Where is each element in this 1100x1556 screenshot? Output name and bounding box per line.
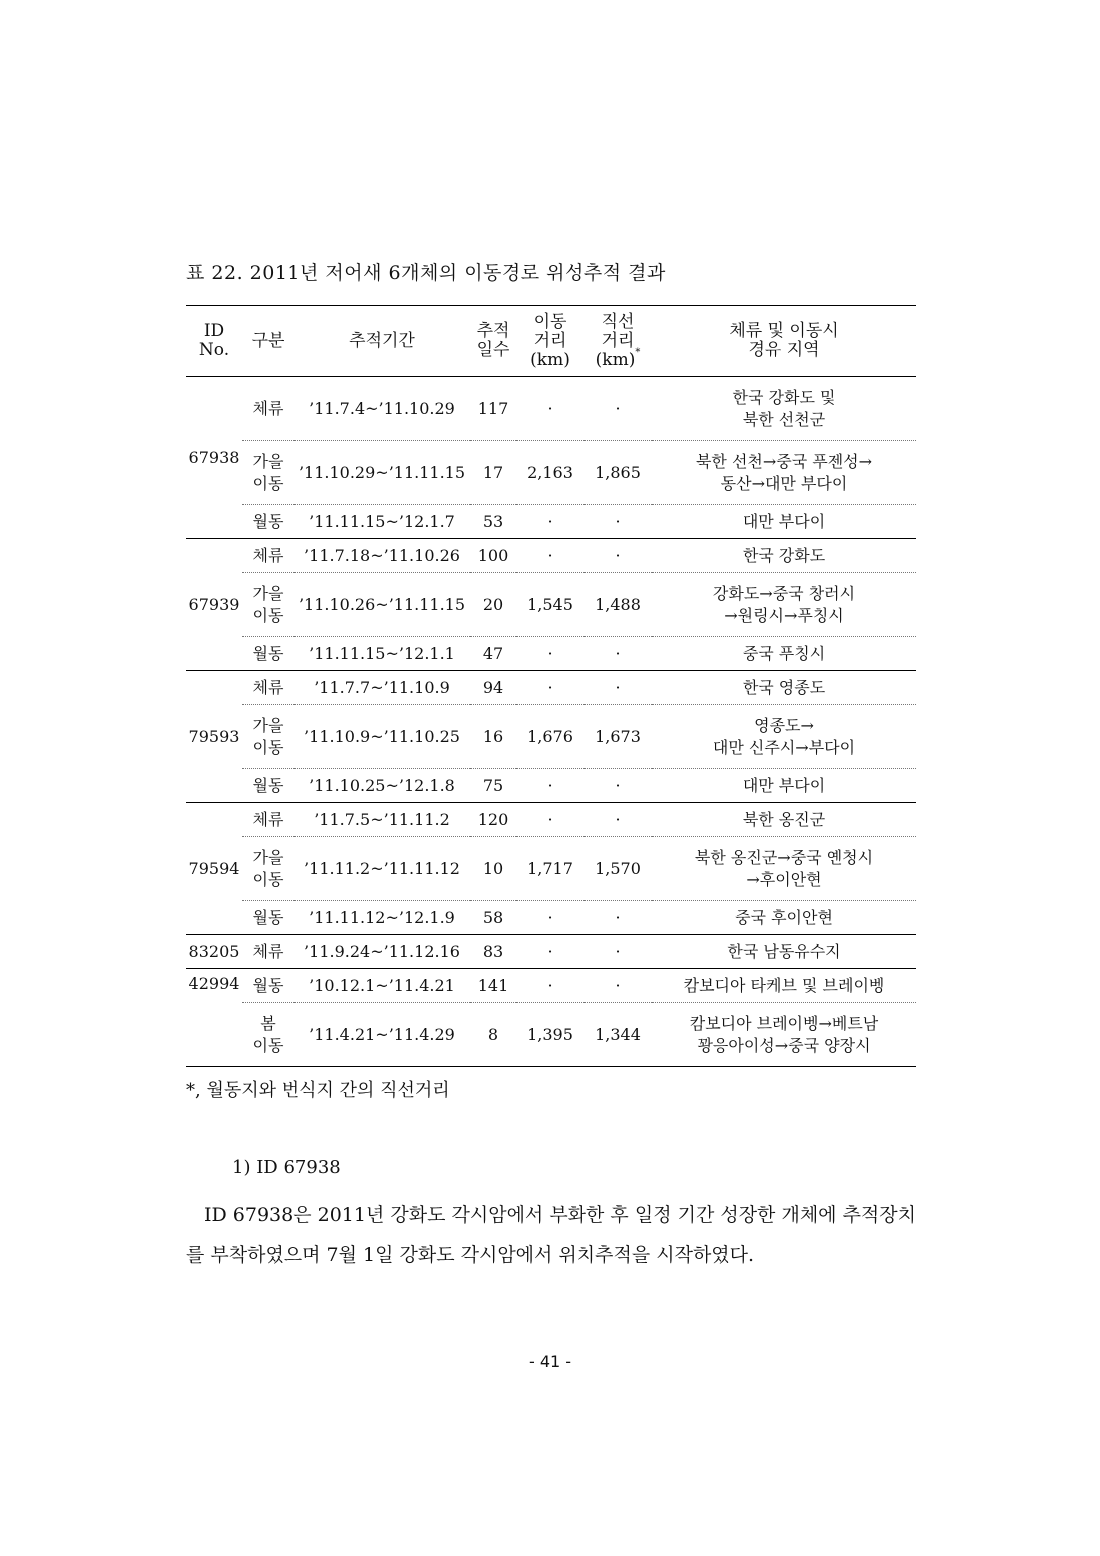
straight-distance-cell: · <box>584 377 652 441</box>
route-cell: 캄보디아 브레이벵→베트남 꽝응아이성→중국 양장시 <box>652 1003 916 1067</box>
body-paragraph: ID 67938은 2011년 강화도 각시암에서 부화한 후 일정 기간 성장한 개체에 추적장치를 부착하였으며 7월 1일 강화도 각시암에서 위치추적을 시작하였다. <box>186 1204 916 1266</box>
table-row <box>186 901 916 935</box>
category-cell: 체류 <box>242 539 294 573</box>
straight-distance-cell: · <box>584 969 652 1003</box>
straight-distance-cell: 1,570 <box>584 837 652 901</box>
section-heading: 1) ID 67938 <box>232 1157 341 1178</box>
period-cell: ’11.7.7~’11.10.9 <box>294 671 470 705</box>
distance-cell: · <box>516 803 584 837</box>
category-cell: 체류 <box>242 803 294 837</box>
table-row <box>186 637 916 671</box>
route-cell: 중국 후이안현 <box>652 901 916 935</box>
id-cell: 79594 <box>186 803 242 935</box>
header-route: 체류 및 이동시 경유 지역 <box>652 306 916 377</box>
distance-cell: · <box>516 637 584 671</box>
id-cell: 79593 <box>186 671 242 803</box>
category-cell: 봄 이동 <box>242 1003 294 1067</box>
period-cell: ’11.9.24~’11.12.16 <box>294 935 470 969</box>
period-cell: ’11.7.18~’11.10.26 <box>294 539 470 573</box>
table-row <box>186 573 916 637</box>
straight-distance-cell: · <box>584 637 652 671</box>
header-straight-label: 직선 거리 (km) <box>595 311 636 370</box>
days-cell: 94 <box>470 671 516 705</box>
distance-cell: 1,545 <box>516 573 584 637</box>
page-number: - 41 - <box>528 1352 572 1371</box>
table-row <box>186 969 916 1003</box>
period-cell: ’11.10.26~’11.11.15 <box>294 573 470 637</box>
id-cell: 67939 <box>186 539 242 671</box>
period-cell: ’11.7.5~’11.11.2 <box>294 803 470 837</box>
period-cell: ’11.10.9~’11.10.25 <box>294 705 470 769</box>
id-cell: 42994 <box>186 969 242 1067</box>
straight-distance-cell: · <box>584 803 652 837</box>
period-cell: ’11.11.15~’12.1.7 <box>294 505 470 539</box>
straight-distance-cell: · <box>584 671 652 705</box>
distance-cell: · <box>516 901 584 935</box>
route-cell: 북한 옹진군→중국 옌청시 →후이안현 <box>652 837 916 901</box>
category-cell: 월동 <box>242 969 294 1003</box>
table-row <box>186 1003 916 1067</box>
route-cell: 대만 부다이 <box>652 505 916 539</box>
distance-cell: 1,395 <box>516 1003 584 1067</box>
category-cell: 체류 <box>242 377 294 441</box>
period-cell: ’11.11.12~’12.1.9 <box>294 901 470 935</box>
route-cell: 한국 영종도 <box>652 671 916 705</box>
straight-distance-cell: 1,488 <box>584 573 652 637</box>
period-cell: ’11.7.4~’11.10.29 <box>294 377 470 441</box>
distance-cell: · <box>516 671 584 705</box>
straight-distance-cell: · <box>584 539 652 573</box>
table-row <box>186 935 916 969</box>
header-period: 추적기간 <box>294 306 470 377</box>
tracking-results-table <box>186 305 916 1067</box>
table-row <box>186 705 916 769</box>
category-cell: 체류 <box>242 671 294 705</box>
category-cell: 가을 이동 <box>242 441 294 505</box>
period-cell: ’11.10.25~’12.1.8 <box>294 769 470 803</box>
distance-cell: · <box>516 969 584 1003</box>
category-cell: 가을 이동 <box>242 837 294 901</box>
route-cell: 강화도→중국 창러시 →원링시→푸칭시 <box>652 573 916 637</box>
distance-cell: 2,163 <box>516 441 584 505</box>
footnote-mark: * <box>635 346 641 358</box>
route-cell: 한국 남동유수지 <box>652 935 916 969</box>
distance-cell: · <box>516 539 584 573</box>
days-cell: 141 <box>470 969 516 1003</box>
header-id: ID No. <box>186 306 242 377</box>
category-cell: 월동 <box>242 637 294 671</box>
days-cell: 83 <box>470 935 516 969</box>
table-row <box>186 377 916 441</box>
category-cell: 월동 <box>242 769 294 803</box>
table-row <box>186 803 916 837</box>
period-cell: ’11.10.29~’11.11.15 <box>294 441 470 505</box>
days-cell: 17 <box>470 441 516 505</box>
straight-distance-cell: 1,865 <box>584 441 652 505</box>
header-straight <box>584 306 652 377</box>
table-row <box>186 441 916 505</box>
header-days: 추적 일수 <box>470 306 516 377</box>
route-cell: 영종도→ 대만 신주시→부다이 <box>652 705 916 769</box>
days-cell: 100 <box>470 539 516 573</box>
route-cell: 한국 강화도 <box>652 539 916 573</box>
route-cell: 대만 부다이 <box>652 769 916 803</box>
distance-cell: · <box>516 377 584 441</box>
straight-distance-cell: · <box>584 769 652 803</box>
route-cell: 캄보디아 타케브 및 브레이벵 <box>652 969 916 1003</box>
days-cell: 8 <box>470 1003 516 1067</box>
straight-distance-cell: 1,673 <box>584 705 652 769</box>
days-cell: 16 <box>470 705 516 769</box>
days-cell: 120 <box>470 803 516 837</box>
table-row <box>186 671 916 705</box>
distance-cell: 1,717 <box>516 837 584 901</box>
distance-cell: 1,676 <box>516 705 584 769</box>
table-row <box>186 769 916 803</box>
footnote: *, 월동지와 번식지 간의 직선거리 <box>186 1080 450 1101</box>
period-cell: ’11.4.21~’11.4.29 <box>294 1003 470 1067</box>
days-cell: 10 <box>470 837 516 901</box>
straight-distance-cell: · <box>584 935 652 969</box>
table-row <box>186 505 916 539</box>
period-cell: ’11.11.2~’11.11.12 <box>294 837 470 901</box>
table-caption: 표 22. 2011년 저어새 6개체의 이동경로 위성추적 결과 <box>186 262 666 284</box>
days-cell: 53 <box>470 505 516 539</box>
route-cell: 중국 푸칭시 <box>652 637 916 671</box>
distance-cell: · <box>516 505 584 539</box>
period-cell: ’10.12.1~’11.4.21 <box>294 969 470 1003</box>
category-cell: 월동 <box>242 901 294 935</box>
days-cell: 58 <box>470 901 516 935</box>
id-cell: 67938 <box>186 377 242 539</box>
period-cell: ’11.11.15~’12.1.1 <box>294 637 470 671</box>
category-cell: 월동 <box>242 505 294 539</box>
category-cell: 체류 <box>242 935 294 969</box>
distance-cell: · <box>516 935 584 969</box>
route-cell: 한국 강화도 및 북한 선천군 <box>652 377 916 441</box>
days-cell: 20 <box>470 573 516 637</box>
table-body <box>186 377 916 1067</box>
header-category: 구분 <box>242 306 294 377</box>
days-cell: 117 <box>470 377 516 441</box>
category-cell: 가을 이동 <box>242 573 294 637</box>
distance-cell: · <box>516 769 584 803</box>
category-cell: 가을 이동 <box>242 705 294 769</box>
straight-distance-cell: 1,344 <box>584 1003 652 1067</box>
header-distance: 이동 거리 (km) <box>516 306 584 377</box>
days-cell: 75 <box>470 769 516 803</box>
table-row <box>186 837 916 901</box>
header-row <box>186 306 916 377</box>
days-cell: 47 <box>470 637 516 671</box>
straight-distance-cell: · <box>584 505 652 539</box>
table-row <box>186 539 916 573</box>
id-cell: 83205 <box>186 935 242 969</box>
straight-distance-cell: · <box>584 901 652 935</box>
route-cell: 북한 옹진군 <box>652 803 916 837</box>
route-cell: 북한 선천→중국 푸젠성→ 동산→대만 부다이 <box>652 441 916 505</box>
